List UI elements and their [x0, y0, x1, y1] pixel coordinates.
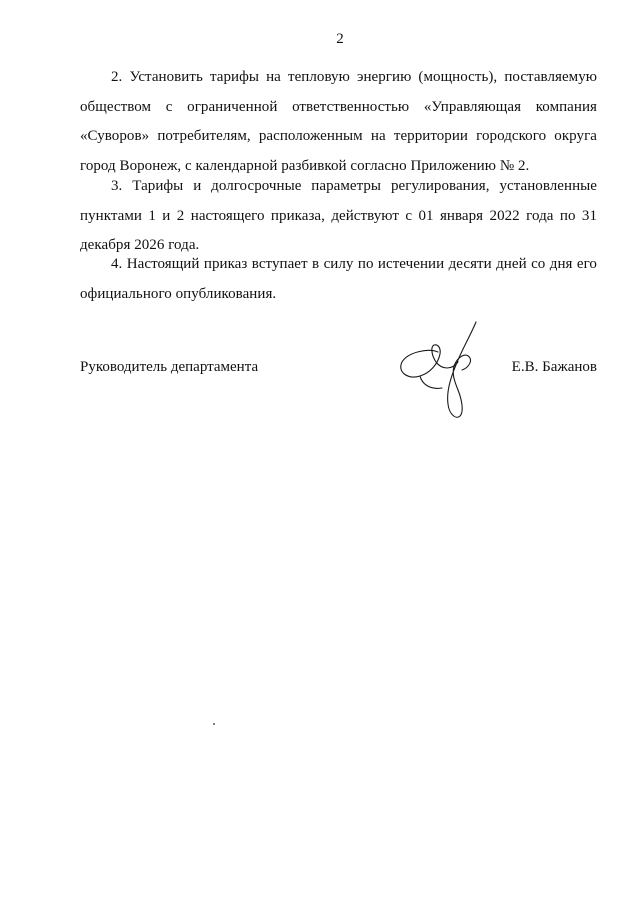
signature-block	[80, 355, 597, 379]
paragraph-4: 4. Настоящий приказ вступает в силу по истечении десяти дней со дня его официального опубликования.	[80, 256, 597, 302]
scan-speck	[213, 723, 215, 725]
paragraph-2: 2. Установить тарифы на тепловую энергию (мощность), поставляемую обществом с ограниченной ответственностью «Управляющая компания «Суворов» потребителям, расположенным на территории городского округа город Воронеж, с календарной разбивкой согласно Приложению № 2.	[80, 69, 597, 174]
paragraph-3: 3. Тарифы и долгосрочные параметры регулирования, установленные пунктами 1 и 2 настоящего приказа, действуют с 01 января 2022 года по 31 декабря 2026 года.	[80, 178, 597, 253]
handwritten-signature-icon	[398, 318, 488, 426]
page-number: 2	[336, 31, 344, 47]
signatory-name: Е.В. Бажанов	[511, 359, 597, 375]
signatory-position: Руководитель департамента	[80, 359, 259, 375]
